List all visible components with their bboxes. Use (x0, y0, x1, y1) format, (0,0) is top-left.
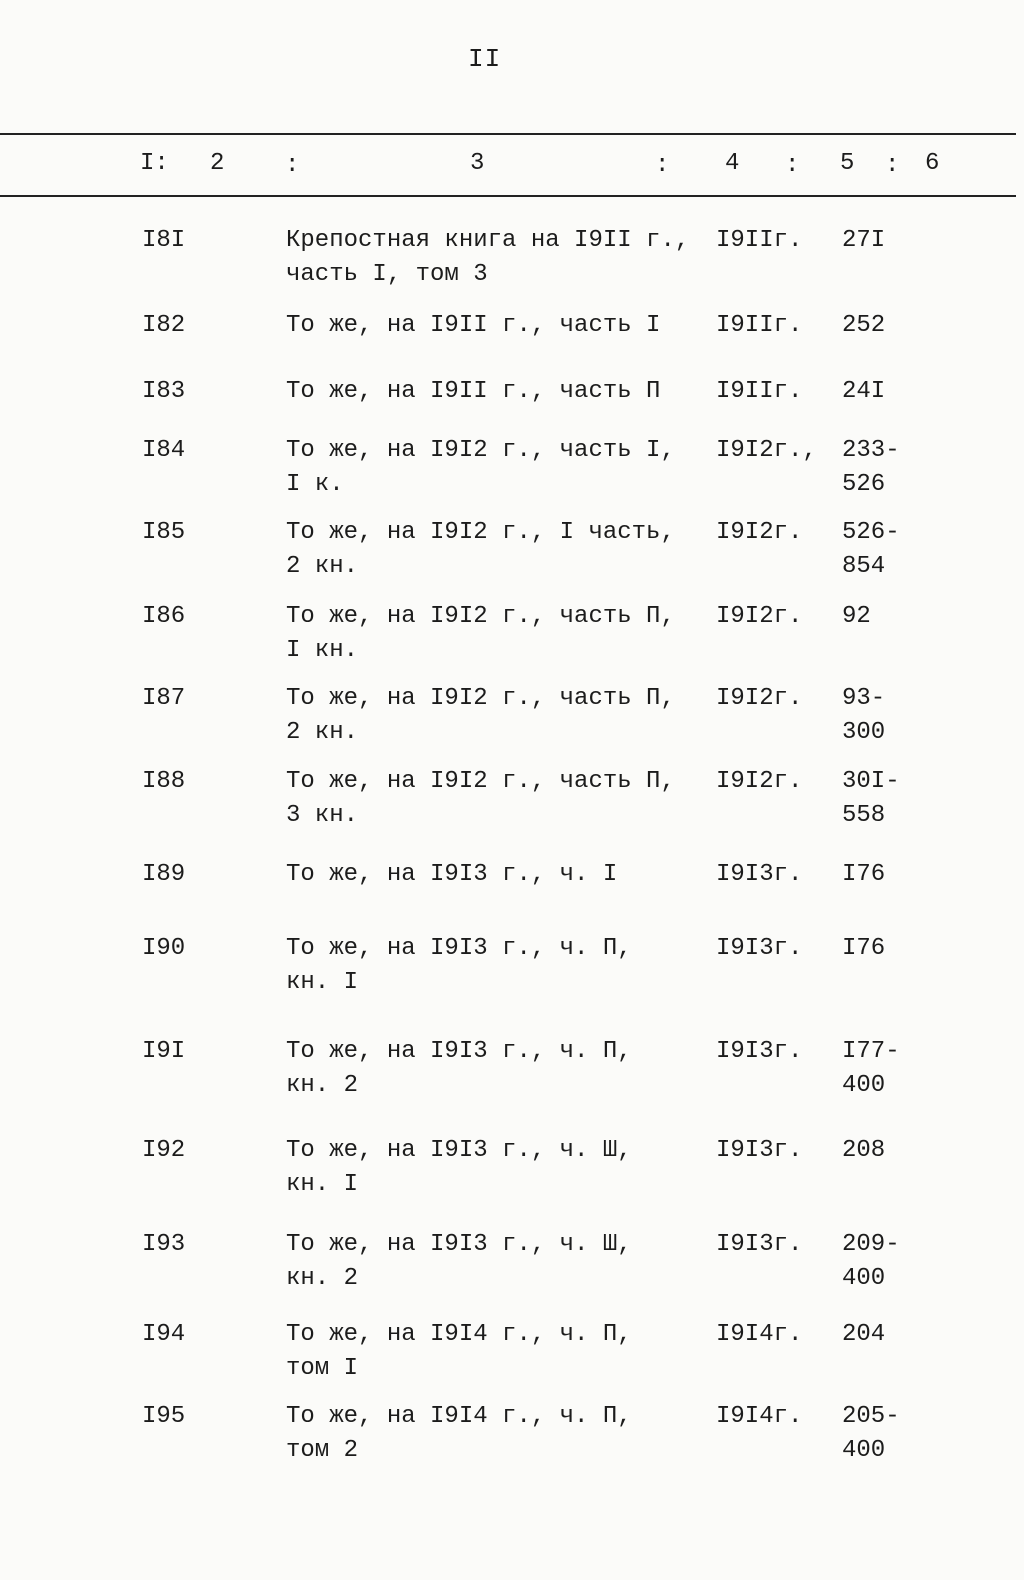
item-sheets: 24I (842, 378, 886, 405)
header-bottom-rule (0, 195, 1016, 197)
item-sheets: 233- 526 (842, 437, 900, 498)
column-header-1: I: (140, 150, 169, 177)
item-number: I83 (142, 378, 186, 405)
item-year: I9I4г. (716, 1403, 803, 1430)
item-year: I9I3г. (716, 1137, 803, 1164)
item-description: То же, на I9I2 г., часть П, 2 кн. (286, 685, 675, 746)
item-number: I8I (142, 227, 186, 254)
item-number: I89 (142, 861, 186, 888)
item-year: I9I2г. (716, 685, 803, 712)
item-description: То же, на I9I2 г., часть П, I кн. (286, 603, 675, 664)
column-separator: : (655, 152, 670, 179)
item-description: То же, на I9I3 г., ч. П, кн. I (286, 935, 632, 996)
item-description: То же, на I9I2 г., I часть, 2 кн. (286, 519, 675, 580)
item-year: I9I4г. (716, 1321, 803, 1348)
column-header-2: 2 (210, 150, 225, 177)
item-year: I9I3г. (716, 861, 803, 888)
item-number: I90 (142, 935, 186, 962)
item-description: То же, на I9I4 г., ч. П, том I (286, 1321, 632, 1382)
item-year: I9IIг. (716, 378, 803, 405)
column-header-3: 3 (470, 150, 485, 177)
item-number: I86 (142, 603, 186, 630)
item-sheets: 205- 400 (842, 1403, 900, 1464)
item-year: I9IIг. (716, 312, 803, 339)
item-sheets: 526- 854 (842, 519, 900, 580)
item-description: То же, на I9I2 г., часть П, 3 кн. (286, 768, 675, 829)
item-number: I87 (142, 685, 186, 712)
item-number: I93 (142, 1231, 186, 1258)
item-sheets: I76 (842, 935, 886, 962)
column-header-4: 4 (725, 150, 740, 177)
item-sheets: 92 (842, 603, 871, 630)
item-number: I92 (142, 1137, 186, 1164)
column-separator: : (885, 152, 900, 179)
item-sheets: 27I (842, 227, 886, 254)
item-number: I95 (142, 1403, 186, 1430)
column-header-5: 5 (840, 150, 855, 177)
item-year: I9I2г. (716, 603, 803, 630)
item-description: То же, на I9II г., часть П (286, 378, 661, 405)
item-description: То же, на I9I2 г., часть I, I к. (286, 437, 675, 498)
item-year: I9I3г. (716, 1038, 803, 1065)
item-sheets: 30I- 558 (842, 768, 900, 829)
page-number: II (468, 44, 502, 74)
header-top-rule (0, 133, 1016, 135)
item-description: Крепостная книга на I9II г., часть I, том 3 (286, 227, 690, 288)
column-header-6: 6 (925, 150, 940, 177)
item-year: I9I2г. (716, 519, 803, 546)
item-sheets: 252 (842, 312, 886, 339)
item-sheets: 204 (842, 1321, 886, 1348)
column-separator: : (285, 152, 300, 179)
item-description: То же, на I9II г., часть I (286, 312, 661, 339)
item-description: То же, на I9I3 г., ч. Ш, кн. I (286, 1137, 632, 1198)
item-sheets: I76 (842, 861, 886, 888)
item-sheets: I77- 400 (842, 1038, 900, 1099)
item-sheets: 208 (842, 1137, 886, 1164)
item-description: То же, на I9I4 г., ч. П, том 2 (286, 1403, 632, 1464)
item-year: I9IIг. (716, 227, 803, 254)
item-number: I82 (142, 312, 186, 339)
item-description: То же, на I9I3 г., ч. П, кн. 2 (286, 1038, 632, 1099)
item-number: I84 (142, 437, 186, 464)
item-sheets: 209- 400 (842, 1231, 900, 1292)
item-year: I9I3г. (716, 935, 803, 962)
item-description: То же, на I9I3 г., ч. Ш, кн. 2 (286, 1231, 632, 1292)
item-number: I88 (142, 768, 186, 795)
item-sheets: 93- 300 (842, 685, 886, 746)
item-year: I9I2г., (716, 437, 817, 464)
item-number: I85 (142, 519, 186, 546)
item-number: I94 (142, 1321, 186, 1348)
item-description: То же, на I9I3 г., ч. I (286, 861, 618, 888)
item-year: I9I2г. (716, 768, 803, 795)
item-year: I9I3г. (716, 1231, 803, 1258)
column-separator: : (785, 152, 800, 179)
item-number: I9I (142, 1038, 186, 1065)
